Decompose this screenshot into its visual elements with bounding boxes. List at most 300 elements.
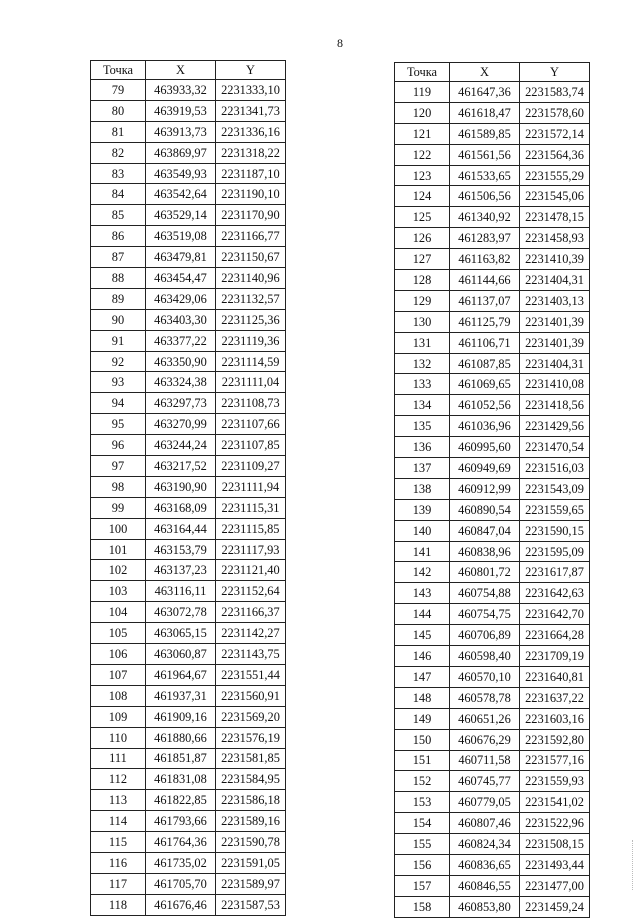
x-cell: 461822,85 [146, 790, 216, 811]
x-cell: 461618,47 [450, 102, 520, 123]
y-cell: 2231140,96 [216, 268, 286, 289]
y-cell: 2231545,06 [520, 186, 590, 207]
x-cell: 463137,23 [146, 560, 216, 581]
x-cell: 463168,09 [146, 497, 216, 518]
y-cell: 2231401,39 [520, 332, 590, 353]
y-cell: 2231589,97 [216, 873, 286, 894]
y-cell: 2231333,10 [216, 80, 286, 101]
table-row [91, 476, 286, 497]
table-header [395, 63, 590, 82]
x-cell: 463297,73 [146, 393, 216, 414]
table-row [395, 165, 590, 186]
x-cell: 460711,58 [450, 750, 520, 771]
point-cell: 107 [91, 664, 146, 685]
coordinates-table-left [90, 60, 286, 916]
table-row [395, 729, 590, 750]
point-cell: 118 [91, 894, 146, 915]
x-cell: 461125,79 [450, 311, 520, 332]
x-cell: 463913,73 [146, 121, 216, 142]
table-row [91, 330, 286, 351]
x-cell: 461561,56 [450, 144, 520, 165]
y-cell: 2231125,36 [216, 309, 286, 330]
x-cell: 461764,36 [146, 832, 216, 853]
table-row [395, 458, 590, 479]
table-row [395, 207, 590, 228]
table-row [91, 727, 286, 748]
table-row [91, 748, 286, 769]
y-cell: 2231586,18 [216, 790, 286, 811]
x-cell: 463479,81 [146, 247, 216, 268]
y-cell: 2231577,16 [520, 750, 590, 771]
y-cell: 2231522,96 [520, 813, 590, 834]
x-cell: 463869,97 [146, 142, 216, 163]
point-cell: 80 [91, 100, 146, 121]
y-cell: 2231117,93 [216, 539, 286, 560]
x-cell: 460846,55 [450, 875, 520, 896]
x-cell: 463377,22 [146, 330, 216, 351]
header-point: Точка [91, 61, 146, 80]
x-cell: 463350,90 [146, 351, 216, 372]
point-cell: 94 [91, 393, 146, 414]
point-cell: 146 [395, 646, 450, 667]
y-cell: 2231589,16 [216, 811, 286, 832]
y-cell: 2231410,08 [520, 374, 590, 395]
x-cell: 460598,40 [450, 646, 520, 667]
x-cell: 463403,30 [146, 309, 216, 330]
y-cell: 2231401,39 [520, 311, 590, 332]
table-row [91, 811, 286, 832]
point-cell: 148 [395, 687, 450, 708]
x-cell: 461880,66 [146, 727, 216, 748]
table-row [91, 247, 286, 268]
point-cell: 102 [91, 560, 146, 581]
x-cell: 461676,46 [146, 894, 216, 915]
table-row [91, 560, 286, 581]
header-x: X [146, 61, 216, 80]
table-row [91, 623, 286, 644]
point-cell: 105 [91, 623, 146, 644]
x-cell: 461909,16 [146, 706, 216, 727]
point-cell: 111 [91, 748, 146, 769]
point-cell: 84 [91, 184, 146, 205]
y-cell: 2231132,57 [216, 288, 286, 309]
y-cell: 2231569,20 [216, 706, 286, 727]
table-row [91, 309, 286, 330]
x-cell: 460836,65 [450, 854, 520, 875]
point-cell: 120 [395, 102, 450, 123]
x-cell: 463429,06 [146, 288, 216, 309]
y-cell: 2231603,16 [520, 708, 590, 729]
point-cell: 79 [91, 80, 146, 101]
point-cell: 152 [395, 771, 450, 792]
table-row [91, 852, 286, 873]
y-cell: 2231166,37 [216, 602, 286, 623]
point-cell: 155 [395, 834, 450, 855]
y-cell: 2231516,03 [520, 458, 590, 479]
table-row [91, 497, 286, 518]
table-row [91, 142, 286, 163]
table-row [395, 520, 590, 541]
point-cell: 137 [395, 458, 450, 479]
table-row [395, 478, 590, 499]
y-cell: 2231640,81 [520, 666, 590, 687]
table-row [91, 664, 286, 685]
table-row [395, 646, 590, 667]
point-cell: 96 [91, 435, 146, 456]
x-cell: 460890,54 [450, 499, 520, 520]
point-cell: 139 [395, 499, 450, 520]
point-cell: 126 [395, 228, 450, 249]
y-cell: 2231477,00 [520, 875, 590, 896]
y-cell: 2231551,44 [216, 664, 286, 685]
y-cell: 2231152,64 [216, 581, 286, 602]
x-cell: 461937,31 [146, 685, 216, 706]
point-cell: 132 [395, 353, 450, 374]
table-row [395, 374, 590, 395]
x-cell: 461052,56 [450, 395, 520, 416]
point-cell: 133 [395, 374, 450, 395]
table-row [395, 687, 590, 708]
table-row [91, 372, 286, 393]
x-cell: 460838,96 [450, 541, 520, 562]
table-row [395, 332, 590, 353]
x-cell: 460754,75 [450, 604, 520, 625]
point-cell: 87 [91, 247, 146, 268]
x-cell: 460824,34 [450, 834, 520, 855]
point-cell: 95 [91, 414, 146, 435]
coordinates-table-right [394, 62, 590, 918]
x-cell: 463324,38 [146, 372, 216, 393]
y-cell: 2231121,40 [216, 560, 286, 581]
table-row [395, 437, 590, 458]
point-cell: 140 [395, 520, 450, 541]
point-cell: 135 [395, 416, 450, 437]
x-cell: 461087,85 [450, 353, 520, 374]
point-cell: 125 [395, 207, 450, 228]
table-row [91, 581, 286, 602]
table-row [395, 499, 590, 520]
point-cell: 136 [395, 437, 450, 458]
table-row [395, 896, 590, 917]
table-row [91, 80, 286, 101]
point-cell: 141 [395, 541, 450, 562]
y-cell: 2231115,85 [216, 518, 286, 539]
table-row [395, 813, 590, 834]
point-cell: 92 [91, 351, 146, 372]
table-row [91, 832, 286, 853]
x-cell: 463244,24 [146, 435, 216, 456]
y-cell: 2231590,15 [520, 520, 590, 541]
point-cell: 104 [91, 602, 146, 623]
y-cell: 2231591,05 [216, 852, 286, 873]
x-cell: 463164,44 [146, 518, 216, 539]
y-cell: 2231595,09 [520, 541, 590, 562]
table-row [395, 186, 590, 207]
point-cell: 127 [395, 249, 450, 270]
point-cell: 88 [91, 268, 146, 289]
table-row [395, 854, 590, 875]
table-row [395, 416, 590, 437]
table-row [395, 102, 590, 123]
table-row [395, 708, 590, 729]
point-cell: 156 [395, 854, 450, 875]
x-cell: 463217,52 [146, 456, 216, 477]
y-cell: 2231642,70 [520, 604, 590, 625]
y-cell: 2231318,22 [216, 142, 286, 163]
point-cell: 93 [91, 372, 146, 393]
point-cell: 108 [91, 685, 146, 706]
y-cell: 2231459,24 [520, 896, 590, 917]
table-row [395, 311, 590, 332]
table-row [395, 750, 590, 771]
y-cell: 2231576,19 [216, 727, 286, 748]
point-cell: 103 [91, 581, 146, 602]
table-body [91, 80, 286, 916]
table-row [395, 395, 590, 416]
y-cell: 2231109,27 [216, 456, 286, 477]
table-row [91, 539, 286, 560]
x-cell: 463542,64 [146, 184, 216, 205]
point-cell: 90 [91, 309, 146, 330]
x-cell: 460745,77 [450, 771, 520, 792]
y-cell: 2231637,22 [520, 687, 590, 708]
y-cell: 2231108,73 [216, 393, 286, 414]
y-cell: 2231190,10 [216, 184, 286, 205]
x-cell: 463270,99 [146, 414, 216, 435]
table-row [91, 414, 286, 435]
point-cell: 110 [91, 727, 146, 748]
scan-edge-mark [632, 840, 634, 890]
point-cell: 101 [91, 539, 146, 560]
x-cell: 461340,92 [450, 207, 520, 228]
table-row [91, 769, 286, 790]
x-cell: 460676,29 [450, 729, 520, 750]
point-cell: 112 [91, 769, 146, 790]
x-cell: 463060,87 [146, 644, 216, 665]
table-row [91, 205, 286, 226]
point-cell: 106 [91, 644, 146, 665]
point-cell: 153 [395, 792, 450, 813]
table-row [395, 353, 590, 374]
table-row [91, 602, 286, 623]
y-cell: 2231590,78 [216, 832, 286, 853]
y-cell: 2231336,16 [216, 121, 286, 142]
table-row [91, 393, 286, 414]
y-cell: 2231429,56 [520, 416, 590, 437]
y-cell: 2231578,60 [520, 102, 590, 123]
y-cell: 2231642,63 [520, 583, 590, 604]
y-cell: 2231583,74 [520, 82, 590, 103]
table-row [91, 873, 286, 894]
table-row [91, 351, 286, 372]
x-cell: 461705,70 [146, 873, 216, 894]
point-cell: 129 [395, 290, 450, 311]
x-cell: 463549,93 [146, 163, 216, 184]
x-cell: 463519,08 [146, 226, 216, 247]
x-cell: 460779,05 [450, 792, 520, 813]
point-cell: 82 [91, 142, 146, 163]
point-cell: 147 [395, 666, 450, 687]
table-row [91, 184, 286, 205]
x-cell: 460801,72 [450, 562, 520, 583]
point-cell: 144 [395, 604, 450, 625]
point-cell: 138 [395, 478, 450, 499]
x-cell: 461831,08 [146, 769, 216, 790]
point-cell: 122 [395, 144, 450, 165]
table-row [91, 685, 286, 706]
x-cell: 463072,78 [146, 602, 216, 623]
y-cell: 2231119,36 [216, 330, 286, 351]
x-cell: 460651,26 [450, 708, 520, 729]
x-cell: 461283,97 [450, 228, 520, 249]
point-cell: 100 [91, 518, 146, 539]
y-cell: 2231107,66 [216, 414, 286, 435]
point-cell: 113 [91, 790, 146, 811]
point-cell: 157 [395, 875, 450, 896]
x-cell: 460754,88 [450, 583, 520, 604]
y-cell: 2231142,27 [216, 623, 286, 644]
point-cell: 89 [91, 288, 146, 309]
point-cell: 117 [91, 873, 146, 894]
table-row [395, 583, 590, 604]
header-x: X [450, 63, 520, 82]
point-cell: 98 [91, 476, 146, 497]
y-cell: 2231418,56 [520, 395, 590, 416]
point-cell: 142 [395, 562, 450, 583]
x-cell: 461069,65 [450, 374, 520, 395]
point-cell: 124 [395, 186, 450, 207]
y-cell: 2231572,14 [520, 123, 590, 144]
x-cell: 463919,53 [146, 100, 216, 121]
x-cell: 461533,65 [450, 165, 520, 186]
table-header [91, 61, 286, 80]
point-cell: 115 [91, 832, 146, 853]
x-cell: 460912,99 [450, 478, 520, 499]
point-cell: 97 [91, 456, 146, 477]
x-cell: 460949,69 [450, 458, 520, 479]
table-row [91, 100, 286, 121]
y-cell: 2231709,19 [520, 646, 590, 667]
y-cell: 2231143,75 [216, 644, 286, 665]
x-cell: 463933,32 [146, 80, 216, 101]
table-row [395, 771, 590, 792]
point-cell: 128 [395, 270, 450, 291]
y-cell: 2231543,09 [520, 478, 590, 499]
table-row [395, 249, 590, 270]
y-cell: 2231559,65 [520, 499, 590, 520]
y-cell: 2231107,85 [216, 435, 286, 456]
table-row [395, 123, 590, 144]
table-row [395, 562, 590, 583]
y-cell: 2231166,77 [216, 226, 286, 247]
table-row [91, 288, 286, 309]
x-cell: 461964,67 [146, 664, 216, 685]
y-cell: 2231404,31 [520, 353, 590, 374]
y-cell: 2231493,44 [520, 854, 590, 875]
point-cell: 143 [395, 583, 450, 604]
point-cell: 81 [91, 121, 146, 142]
x-cell: 461647,36 [450, 82, 520, 103]
header-y: Y [520, 63, 590, 82]
point-cell: 109 [91, 706, 146, 727]
point-cell: 154 [395, 813, 450, 834]
y-cell: 2231341,73 [216, 100, 286, 121]
point-cell: 150 [395, 729, 450, 750]
table-row [395, 666, 590, 687]
table-row [395, 834, 590, 855]
y-cell: 2231564,36 [520, 144, 590, 165]
x-cell: 461137,07 [450, 290, 520, 311]
y-cell: 2231114,59 [216, 351, 286, 372]
table-row [395, 875, 590, 896]
y-cell: 2231150,67 [216, 247, 286, 268]
table-row [395, 228, 590, 249]
table-row [395, 270, 590, 291]
x-cell: 463190,90 [146, 476, 216, 497]
table-row [91, 226, 286, 247]
x-cell: 463153,79 [146, 539, 216, 560]
x-cell: 460853,80 [450, 896, 520, 917]
y-cell: 2231403,13 [520, 290, 590, 311]
point-cell: 116 [91, 852, 146, 873]
table-row [395, 792, 590, 813]
x-cell: 461735,02 [146, 852, 216, 873]
point-cell: 86 [91, 226, 146, 247]
x-cell: 461589,85 [450, 123, 520, 144]
header-y: Y [216, 61, 286, 80]
y-cell: 2231664,28 [520, 625, 590, 646]
point-cell: 134 [395, 395, 450, 416]
point-cell: 149 [395, 708, 450, 729]
point-cell: 121 [395, 123, 450, 144]
table-row [395, 144, 590, 165]
table-row [91, 163, 286, 184]
x-cell: 461144,66 [450, 270, 520, 291]
table-row [395, 541, 590, 562]
y-cell: 2231478,15 [520, 207, 590, 228]
x-cell: 461793,66 [146, 811, 216, 832]
point-cell: 145 [395, 625, 450, 646]
y-cell: 2231111,04 [216, 372, 286, 393]
y-cell: 2231617,87 [520, 562, 590, 583]
y-cell: 2231541,02 [520, 792, 590, 813]
table-row [91, 518, 286, 539]
x-cell: 460706,89 [450, 625, 520, 646]
y-cell: 2231470,54 [520, 437, 590, 458]
point-cell: 119 [395, 82, 450, 103]
y-cell: 2231187,10 [216, 163, 286, 184]
y-cell: 2231404,31 [520, 270, 590, 291]
table-body [395, 82, 590, 918]
point-cell: 85 [91, 205, 146, 226]
y-cell: 2231508,15 [520, 834, 590, 855]
table-row [395, 290, 590, 311]
x-cell: 461506,56 [450, 186, 520, 207]
table-row [91, 121, 286, 142]
table-row [395, 625, 590, 646]
y-cell: 2231458,93 [520, 228, 590, 249]
header-point: Точка [395, 63, 450, 82]
page-number: 8 [337, 36, 343, 50]
point-cell: 114 [91, 811, 146, 832]
table-row [91, 268, 286, 289]
table-row [91, 456, 286, 477]
x-cell: 460570,10 [450, 666, 520, 687]
point-cell: 99 [91, 497, 146, 518]
y-cell: 2231584,95 [216, 769, 286, 790]
y-cell: 2231587,53 [216, 894, 286, 915]
x-cell: 461106,71 [450, 332, 520, 353]
